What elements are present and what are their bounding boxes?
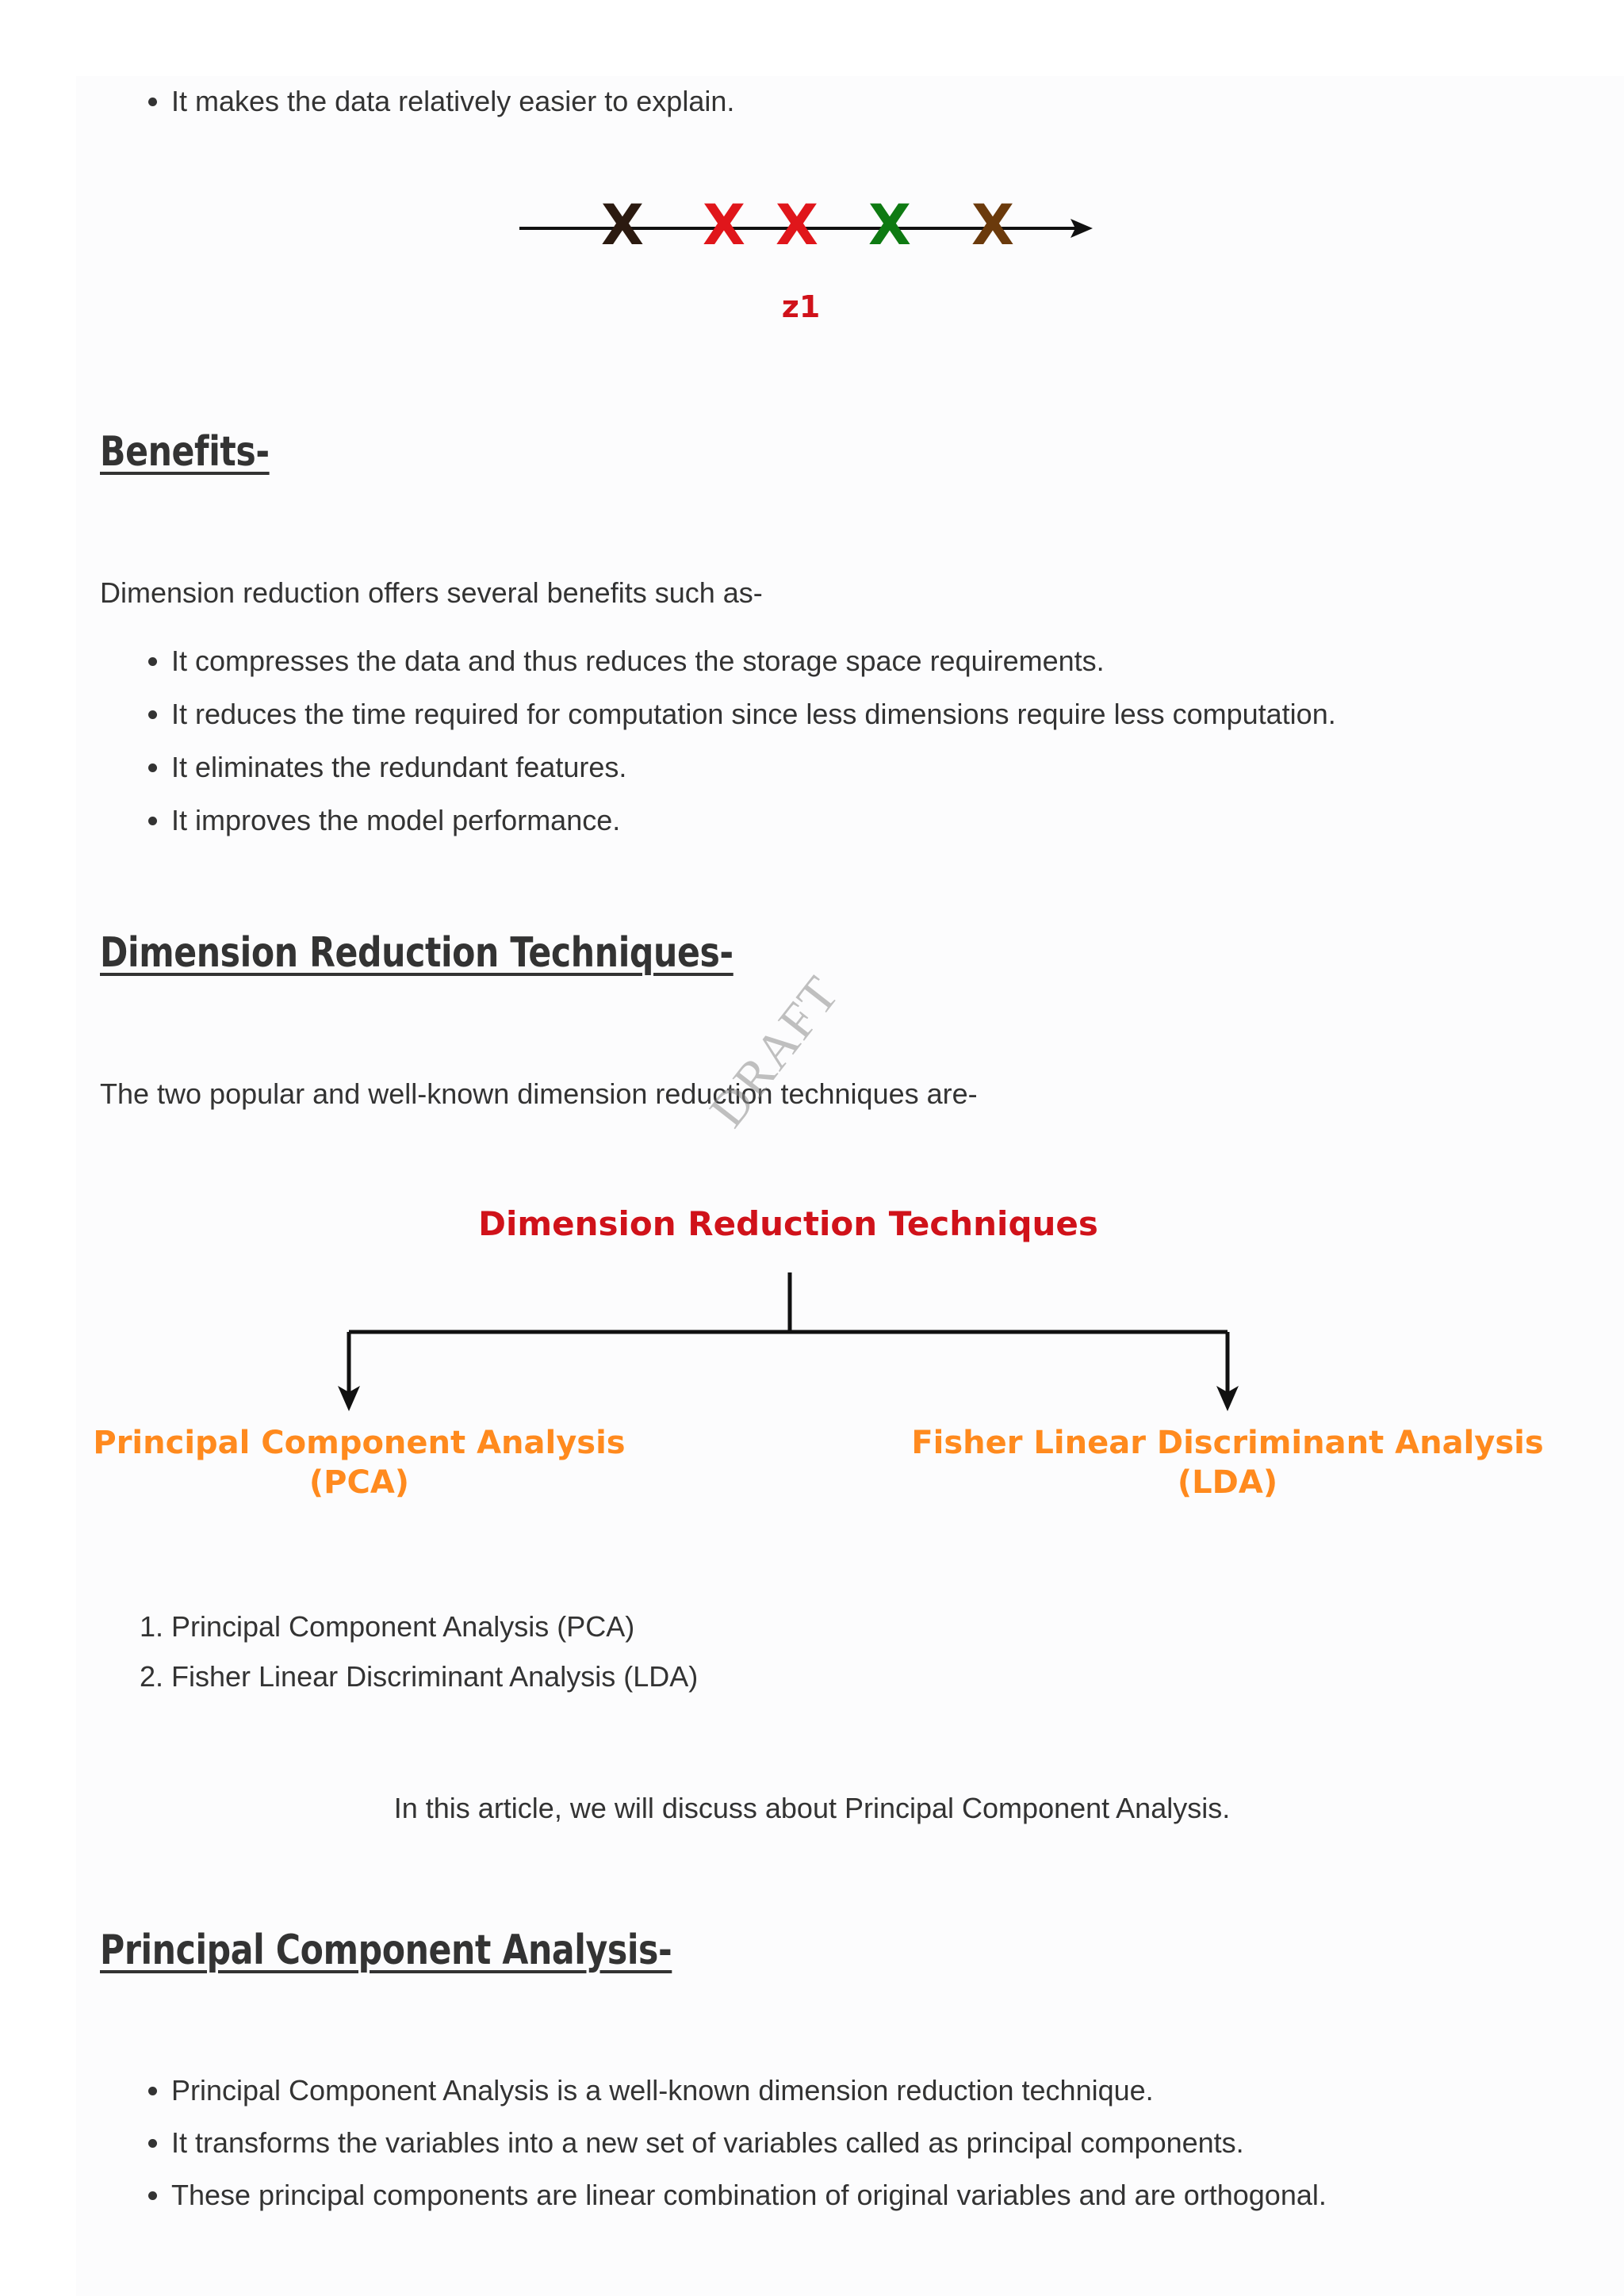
list-item: • It transforms the variables into a new set of variables called as principal components. xyxy=(171,2117,1327,2169)
techniques-diagram xyxy=(0,1181,1624,1530)
x-marker: X xyxy=(776,193,818,258)
list-item: • These principal components are linear combination of original variables and are orthogonal. xyxy=(171,2169,1327,2221)
list-item: • It reduces the time required for computation since less dimensions require less computation. xyxy=(171,687,1336,740)
benefits-intro: Dimension reduction offers several benefits such as- xyxy=(100,576,763,609)
list-item: • It makes the data relatively easier to explain. xyxy=(171,75,734,128)
diagram-connectors xyxy=(349,1272,1228,1394)
diagram-left-abbr: (PCA) xyxy=(308,1464,410,1501)
x-marker: X xyxy=(703,193,745,258)
list-item: • It compresses the data and thus reduces the storage space requirements. xyxy=(171,634,1336,687)
pca-list xyxy=(100,2064,1327,2221)
diagram-right-label: Fisher Linear Discriminant Analysis xyxy=(911,1425,1544,1461)
benefits-list xyxy=(100,634,1336,847)
pca-heading: Principal Component Analysis- xyxy=(100,1927,672,1974)
techniques-note: In this article, we will discuss about Principal Component Analysis. xyxy=(393,1792,1231,1824)
axis-figure xyxy=(508,190,1110,341)
draft-watermark: DRAFT xyxy=(698,965,851,1138)
x-marker: X xyxy=(868,193,911,258)
techniques-heading: Dimension Reduction Techniques- xyxy=(100,929,733,977)
x-marker: X xyxy=(971,193,1014,258)
list-item: 1. Principal Component Analysis (PCA) xyxy=(171,1601,698,1651)
list-item: • It eliminates the redundant features. xyxy=(171,740,1336,794)
techniques-list xyxy=(100,1601,698,1701)
intro-bullet-list xyxy=(100,75,734,128)
axis-label: z1 xyxy=(781,289,821,324)
x-marker: X xyxy=(601,193,644,258)
list-item: • Principal Component Analysis is a well-known dimension reduction technique. xyxy=(171,2064,1327,2117)
diagram-right-abbr: (LDA) xyxy=(1177,1464,1278,1501)
diagram-root-label: Dimension Reduction Techniques xyxy=(478,1204,1098,1243)
list-item: • It improves the model performance. xyxy=(171,794,1336,847)
list-item: 2. Fisher Linear Discriminant Analysis (LDA) xyxy=(171,1651,698,1701)
diagram-left-label: Principal Component Analysis xyxy=(93,1425,626,1461)
benefits-heading: Benefits- xyxy=(100,428,270,476)
techniques-intro: The two popular and well-known dimension reduction techniques are- xyxy=(100,1077,978,1110)
